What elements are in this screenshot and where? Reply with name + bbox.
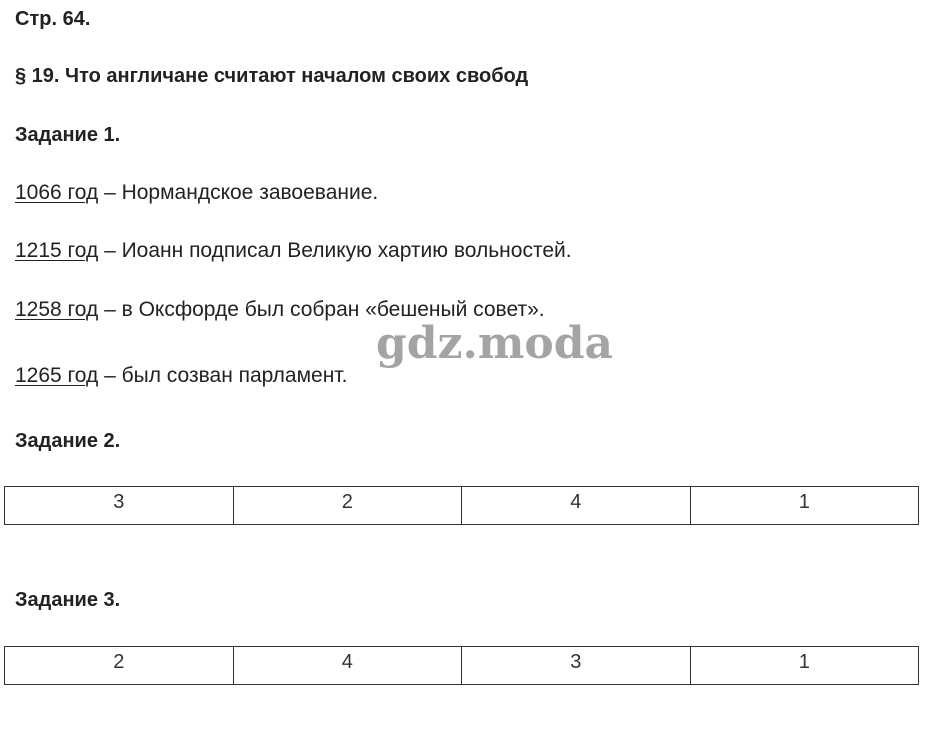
entry-year: 1258 год bbox=[15, 298, 99, 321]
entry-year: 1066 год bbox=[15, 181, 99, 204]
section-title: § 19. Что англичане считают началом своих свобод bbox=[15, 65, 529, 87]
page-header: Стр. 64. bbox=[15, 8, 91, 30]
entry-year: 1215 год bbox=[15, 239, 99, 262]
table-cell: 2 bbox=[5, 647, 234, 685]
task1-entry-3 bbox=[15, 298, 545, 322]
entry-year: 1265 год bbox=[15, 364, 99, 387]
task3-heading: Задание 3. bbox=[15, 589, 121, 611]
table-cell: 2 bbox=[233, 487, 462, 525]
entry-text: – в Оксфорде был собран «бешеный совет». bbox=[98, 298, 545, 321]
table-cell: 4 bbox=[233, 647, 462, 685]
entry-text: – Иоанн подписал Великую хартию вольностей. bbox=[98, 239, 572, 262]
entry-text: – был созван парламент. bbox=[98, 364, 348, 387]
table-row bbox=[5, 647, 919, 685]
task1-heading: Задание 1. bbox=[15, 124, 121, 146]
table-cell: 3 bbox=[462, 647, 691, 685]
entry-text: – Нормандское завоевание. bbox=[98, 181, 379, 204]
task2-answer-table bbox=[4, 486, 919, 525]
table-row bbox=[5, 487, 919, 525]
watermark: gdz.moda bbox=[376, 318, 614, 369]
task1-entry-2 bbox=[15, 239, 572, 263]
task2-heading: Задание 2. bbox=[15, 430, 121, 452]
task1-entry-1 bbox=[15, 181, 378, 205]
table-cell: 3 bbox=[5, 487, 234, 525]
task3-answer-table bbox=[4, 646, 919, 685]
table-cell: 4 bbox=[462, 487, 691, 525]
task1-entry-4 bbox=[15, 364, 347, 388]
table-cell: 1 bbox=[690, 487, 919, 525]
table-cell: 1 bbox=[690, 647, 919, 685]
